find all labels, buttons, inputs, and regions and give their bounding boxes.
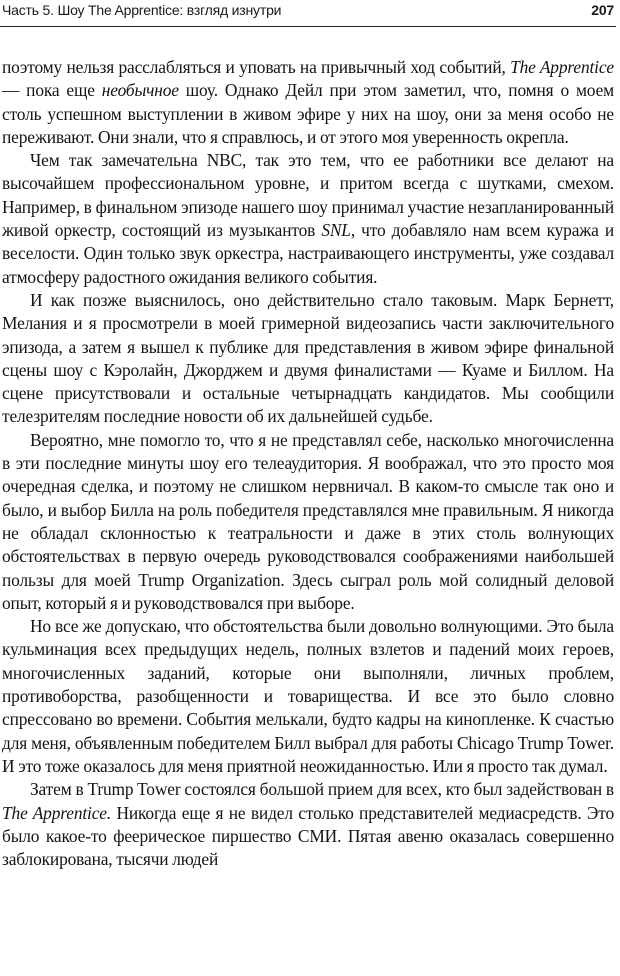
text-run: Чем так замечательна NBC, так это тем, что ее работники все делают на высочайшем профессиональном уровне, и притом всегда с шутками, смехом. Например, в финальном эпизоде нашего шоу принимал участие незапланированный живой оркестр, состоящий из музыкантов (2, 150, 614, 241)
body-text (2, 56, 614, 871)
text-run: Затем в Trump Tower состоялся большой прием для всех, кто был задействован в (30, 779, 614, 800)
italic-run: The Apprentice (510, 57, 614, 77)
text-run: шоу. Однако Дейл при этом заметил, что, помня о моем столь успешном выступлении в живом эфире у них на шоу, они за меня особо не переживают. Они знали, что я справлюсь, и от этого моя уверенность окрепла. (2, 80, 614, 147)
paragraph (2, 429, 614, 615)
running-head (2, 2, 614, 24)
text-run: Никогда еще я не видел столько представителей медиасредств. Это было какое-то феерическое пиршество СМИ. Пятая авеню оказалась совершенно заблокирована, тысячи людей (2, 802, 614, 870)
paragraph (2, 615, 614, 778)
paragraph (2, 289, 614, 429)
paragraph (2, 778, 614, 871)
italic-run: The Apprentice. (2, 802, 112, 823)
page-number: 207 (591, 2, 614, 18)
text-run: Вероятно, мне помогло то, что я не представлял себе, насколько многочисленна в эти последние минуты шоу его телеаудитория. Я воображал, что это просто моя очередная сделка, и поэтому не слишком нервничал. В каком-то смысле так оно и было, и выбор Билла на роль победителя представлялся мне правильным. Я никогда не обладал склонностью к театральности и даже в этих столь волнующих обстоятельствах в первую очередь руководствовался соображениями наибольшей пользы для моей Trump Organization. Здесь сыграл роль мой солидный деловой опыт, который я и руководствовался при выборе. (2, 429, 614, 613)
italic-run: SNL (321, 220, 351, 241)
text-run: И как позже выяснилось, оно действительно стало таковым. Марк Бернетт, Мелания и я просмотрели в моей гримерной видеозапись части заключительного эпизода, а затем я вышел к публике для представления в живом эфире финальной сцены шоу с Кэролайн, Джорджем и двумя финалистами — Куаме и Биллом. На сцене присутствовали и остальные четырнадцать кандидатов. Мы сообщили телезрителям последние новости об их дальнейшей судьбе. (2, 289, 614, 427)
paragraph (2, 149, 614, 289)
text-run: поэтому нельзя расслабляться и уповать на привычный ход событий, (2, 57, 511, 77)
text-run: Но все же допускаю, что обстоятельства были довольно волнующими. Это была кульминация всех предыдущих недель, полных взлетов и падений моих героев, многочисленных заданий, которые они выполняли, личных проблем, противоборства, разобщенности и товарищества. И все это было словно спрессовано во времени. События мелькали, будто кадры на кинопленке. К счастью для меня, объявленным победителем Билл выбрал для работы Chicago Trump Tower. И это тоже оказалось для меня приятной неожиданностью. Или я просто так думал. (2, 616, 614, 776)
paragraph (2, 56, 614, 149)
header-rule (0, 26, 616, 27)
chapter-title: Часть 5. Шоу The Apprentice: взгляд изнутри (2, 2, 282, 18)
italic-run: необычное (101, 80, 179, 101)
text-run: — пока еще (2, 80, 102, 101)
text-run: , что добавляло нам всем куража и веселости. Один только звук оркестра, настраивающего инструменты, уже создавал атмосферу радостного ожидания великого события. (2, 220, 614, 287)
